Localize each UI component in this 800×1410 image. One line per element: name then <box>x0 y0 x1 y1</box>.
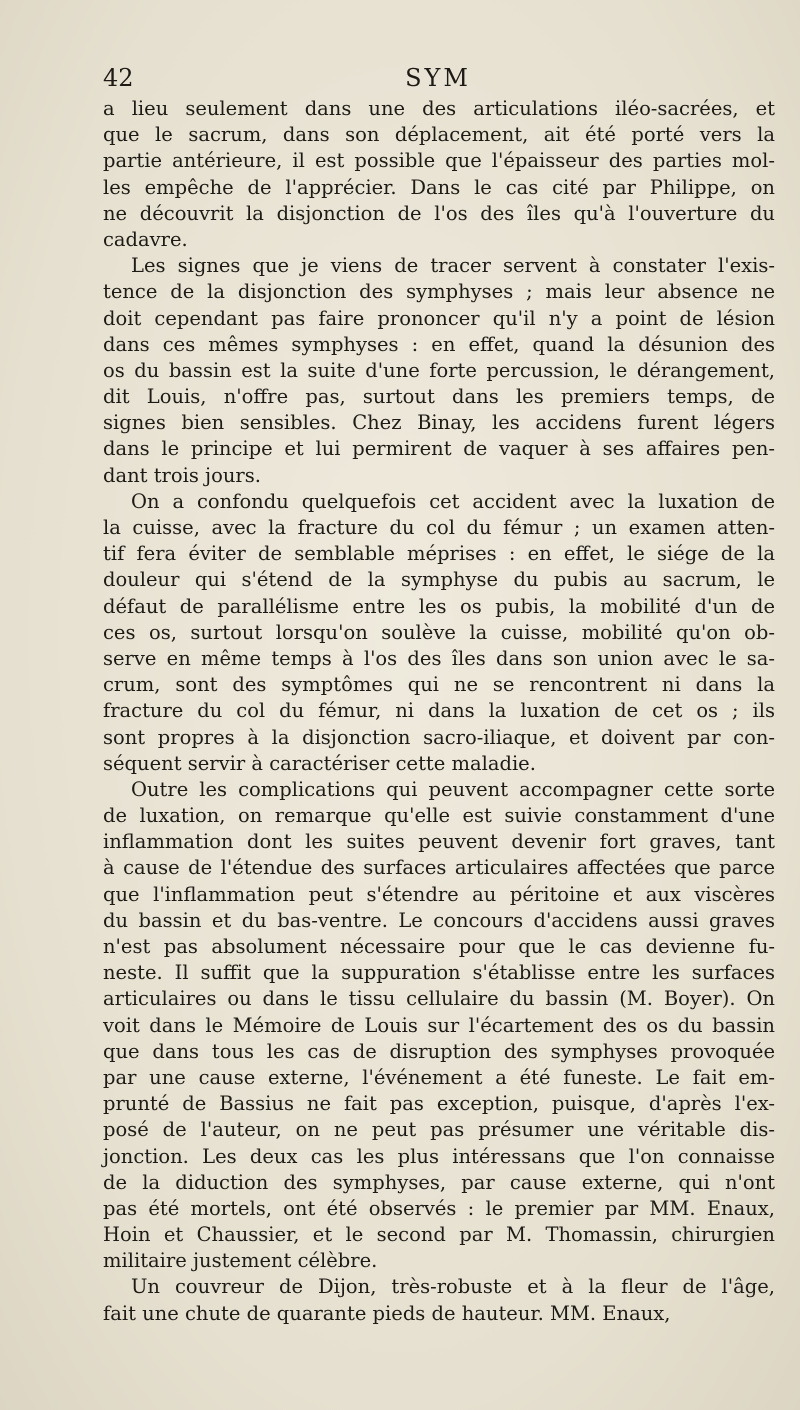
text-line: partie antérieure, il est possible que l'épaisseur des parties mol- <box>103 149 775 173</box>
text-line: Un couvreur de Dijon, très-robuste et à la fleur de l'âge, <box>131 1275 775 1299</box>
text-line: séquent servir à caractériser cette maladie. <box>103 751 536 775</box>
page-header <box>103 62 773 98</box>
paragraph <box>103 1274 775 1326</box>
text-line: défaut de parallélisme entre les os pubis, la mobilité d'un de <box>103 594 775 618</box>
text-line: que l'inflammation peut s'étendre au péritoine et aux viscères <box>103 882 775 906</box>
running-head: SYM <box>405 64 471 92</box>
text-line: prunté de Bassius ne fait pas exception, puisque, d'après l'ex- <box>103 1092 775 1116</box>
text-line: que dans tous les cas de disruption des symphyses provoquée <box>103 1039 775 1063</box>
text-line: dans le principe et lui permirent de vaquer à ses affaires pen- <box>103 437 775 461</box>
paragraph <box>103 253 775 489</box>
text-line: pas été mortels, ont été observés : le premier par MM. Enaux, <box>103 1196 775 1220</box>
text-line: doit cependant pas faire prononcer qu'il n'y a point de lésion <box>103 306 775 330</box>
paragraph <box>103 96 775 253</box>
text-line: fracture du col du fémur, ni dans la luxation de cet os ; ils <box>103 699 775 723</box>
text-line: serve en même temps à l'os des îles dans son union avec le sa- <box>103 646 775 670</box>
text-line: douleur qui s'étend de la symphyse du pubis au sacrum, le <box>103 568 775 592</box>
text-line: de la diduction des symphyses, par cause externe, qui n'ont <box>103 1170 775 1194</box>
page-number: 42 <box>103 64 134 92</box>
text-line: cadavre. <box>103 227 188 251</box>
text-line: que le sacrum, dans son déplacement, ait été porté vers la <box>103 123 775 147</box>
text-line: militaire justement célèbre. <box>103 1249 378 1273</box>
text-line: posé de l'auteur, on ne peut pas présumer une véritable dis- <box>103 1118 775 1142</box>
text-line: à cause de l'étendue des surfaces articulaires affectées que parce <box>103 856 775 880</box>
text-line: de luxation, on remarque qu'elle est suivie constamment d'une <box>103 804 775 828</box>
paragraph <box>103 777 775 1275</box>
text-line: Outre les complications qui peuvent accompagner cette sorte <box>131 777 775 801</box>
text-line: fait une chute de quarante pieds de hauteur. MM. Enaux, <box>103 1301 671 1325</box>
text-line: jonction. Les deux cas les plus intéressans que l'on connaisse <box>103 1144 775 1168</box>
text-line: tence de la disjonction des symphyses ; mais leur absence ne <box>103 280 775 304</box>
text-line: tif fera éviter de semblable méprises : en effet, le siége de la <box>103 542 775 566</box>
text-line: os du bassin est la suite d'une forte percussion, le dérangement, <box>103 358 775 382</box>
text-line: par une cause externe, l'événement a été funeste. Le fait em- <box>103 1065 775 1089</box>
text-line: du bassin et du bas-ventre. Le concours d'accidens aussi graves <box>103 908 775 932</box>
text-line: dit Louis, n'offre pas, surtout dans les premiers temps, de <box>103 385 775 409</box>
text-line: Les signes que je viens de tracer servent à constater l'exis- <box>131 254 775 278</box>
text-line: sont propres à la disjonction sacro-iliaque, et doivent par con- <box>103 725 775 749</box>
paragraph <box>103 489 775 777</box>
text-line: On a confondu quelquefois cet accident avec la luxation de <box>131 489 775 513</box>
text-line: ces os, surtout lorsqu'on soulève la cuisse, mobilité qu'on ob- <box>103 620 775 644</box>
text-line: crum, sont des symptômes qui ne se rencontrent ni dans la <box>103 673 775 697</box>
text-line: ne découvrit la disjonction de l'os des îles qu'à l'ouverture du <box>103 201 775 225</box>
body-text <box>103 96 775 1327</box>
text-line: Hoin et Chaussier, et le second par M. Thomassin, chirurgien <box>103 1223 775 1247</box>
text-line: inflammation dont les suites peuvent devenir fort graves, tant <box>103 830 775 854</box>
text-line: dans ces mêmes symphyses : en effet, quand la désunion des <box>103 332 775 356</box>
text-line: articulaires ou dans le tissu cellulaire du bassin (M. Boyer). On <box>103 987 775 1011</box>
text-line: les empêche de l'apprécier. Dans le cas cité par Philippe, on <box>103 175 775 199</box>
text-line: dant trois jours. <box>103 463 261 487</box>
text-line: la cuisse, avec la fracture du col du fémur ; un examen atten- <box>103 516 775 539</box>
text-line: a lieu seulement dans une des articulations iléo-sacrées, et <box>103 97 775 120</box>
text-line: voit dans le Mémoire de Louis sur l'écartement des os du bassin <box>103 1013 775 1037</box>
text-line: neste. Il suffit que la suppuration s'établisse entre les surfaces <box>103 961 775 985</box>
text-line: n'est pas absolument nécessaire pour que le cas devienne fu- <box>103 935 775 958</box>
text-line: signes bien sensibles. Chez Binay, les accidens furent légers <box>103 411 775 435</box>
